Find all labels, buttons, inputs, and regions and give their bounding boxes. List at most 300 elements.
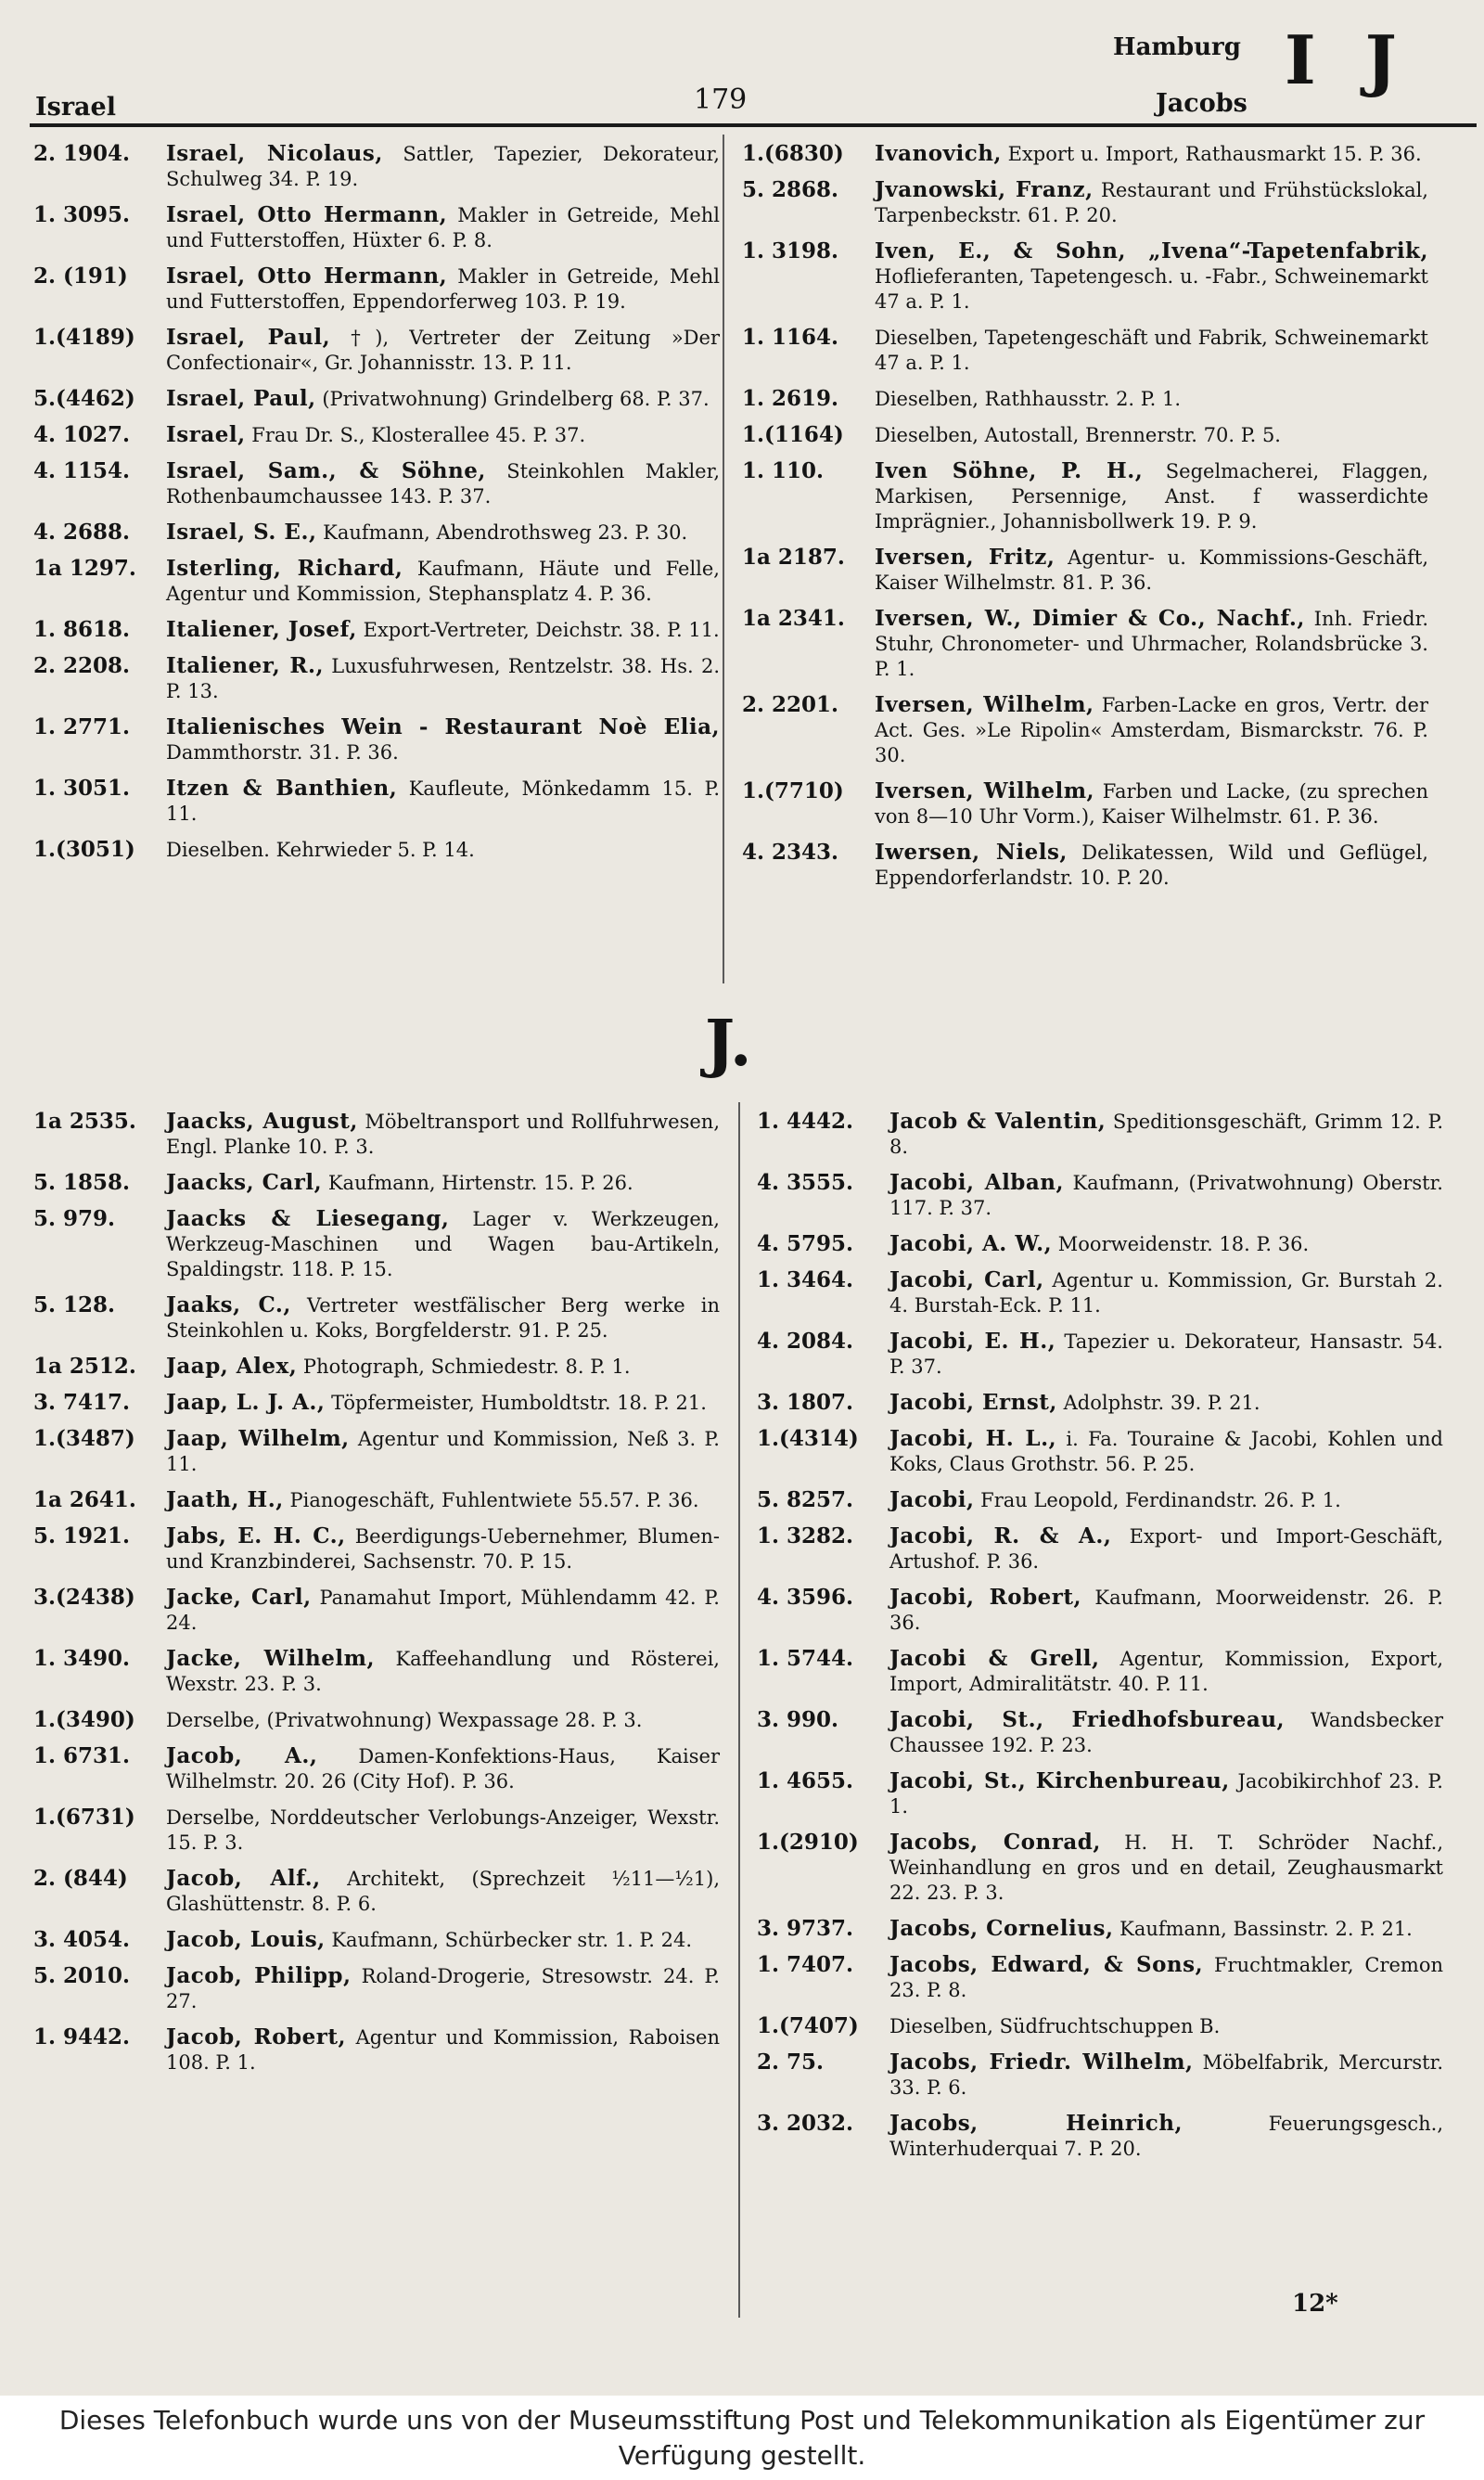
- phone-number: 1. 3095.: [33, 202, 131, 227]
- list-item: [757, 1585, 1443, 1636]
- phone-number: 4. 5795.: [757, 1231, 854, 1256]
- entry-details: Kaufmann, (Privatwohnung) Oberstr. 117. P. 37.: [889, 1172, 1443, 1219]
- subscriber-name: Iversen, Fritz,: [875, 545, 1055, 570]
- column-bottom-right: [757, 1109, 1443, 2172]
- phone-number: 4. 2084.: [757, 1329, 854, 1354]
- entry-text: [875, 840, 1428, 891]
- entry-details: Agentur und Kommission, Raboisen 108. P. 1.: [166, 2026, 720, 2074]
- phone-number: 3. 1807.: [757, 1390, 854, 1415]
- entry-details: Dieselben, Rathhausstr. 2. P. 1.: [875, 388, 1182, 410]
- entry-text: [889, 1329, 1443, 1380]
- subscriber-name: Iversen, Wilhelm,: [875, 692, 1094, 717]
- list-item: [742, 386, 1428, 412]
- phone-number: 1.(1164): [742, 422, 844, 447]
- list-item: [757, 1768, 1443, 1819]
- phone-number: 1. 3198.: [742, 238, 839, 263]
- phone-number: 3. 4054.: [33, 1927, 131, 1952]
- list-item: [33, 1927, 720, 1953]
- entry-details: Adolphstr. 39. P. 21.: [1063, 1392, 1260, 1414]
- phone-number: 1. 3282.: [757, 1523, 854, 1548]
- phone-number: 4. 3555.: [757, 1170, 854, 1195]
- phone-number: 3. 7417.: [33, 1390, 131, 1415]
- list-item: [742, 778, 1428, 829]
- subscriber-name: Jacobs, Friedr. Wilhelm,: [889, 2050, 1194, 2075]
- entry-text: [889, 1585, 1443, 1636]
- entry-text: [889, 1487, 1443, 1513]
- phone-number: 1. 4442.: [757, 1109, 854, 1134]
- phone-number: 2. (844): [33, 1866, 128, 1891]
- list-item: [33, 1426, 720, 1477]
- entry-text: [166, 776, 720, 827]
- list-item: [33, 1866, 720, 1917]
- entry-details: Farben-Lacke en gros, Vertr. der Act. Ges. »Le Ripolin« Amsterdam, Bismarckstr. 76. P. 30.: [875, 694, 1429, 766]
- archive-footer: [0, 2396, 1484, 2480]
- phone-number: 1.(3490): [33, 1707, 135, 1732]
- list-item: [742, 422, 1428, 448]
- subscriber-name: Israel, Paul,: [166, 325, 331, 350]
- phone-number: 3.(2438): [33, 1585, 135, 1610]
- list-item: [757, 1426, 1443, 1477]
- list-item: [33, 776, 720, 827]
- phone-number: 5. 2010.: [33, 1963, 131, 1988]
- phone-number: 1a 2341.: [742, 606, 845, 631]
- entry-details: Steinkohlen Makler, Rothenbaumchaussee 143. P. 37.: [166, 460, 720, 508]
- subscriber-name: Jaaks, C.,: [166, 1292, 291, 1317]
- entry-text: [875, 545, 1428, 596]
- entry-text: [166, 1805, 720, 1856]
- entry-text: [889, 1952, 1443, 2003]
- subscriber-name: Jaacks & Liesegang,: [166, 1206, 450, 1231]
- entry-details: Feuerungsgesch., Winterhuderquai 7. P. 20.: [889, 2113, 1443, 2160]
- entry-text: [166, 325, 720, 376]
- list-item: [33, 263, 720, 315]
- list-item: [757, 1231, 1443, 1257]
- entry-text: [889, 1707, 1443, 1758]
- list-item: [742, 177, 1428, 228]
- entry-details: Luxusfuhrwesen, Rentzelstr. 38. Hs. 2. P. 13.: [166, 655, 720, 702]
- entry-text: [889, 2050, 1443, 2101]
- subscriber-name: Jacob, Louis,: [166, 1927, 326, 1952]
- entry-details: Beerdigungs-Uebernehmer, Blumen- und Kranzbinderei, Sachsenstr. 70. P. 15.: [166, 1525, 720, 1573]
- phone-number: 5. 128.: [33, 1292, 116, 1317]
- phone-number: 5. 979.: [33, 1206, 116, 1231]
- entry-text: [889, 1231, 1443, 1257]
- list-item: [33, 386, 720, 412]
- phone-number: 1a 2535.: [33, 1109, 136, 1134]
- phone-number: 1. 2771.: [33, 714, 131, 739]
- entry-details: Möbelfabrik, Mercurstr. 33. P. 6.: [889, 2051, 1443, 2099]
- phone-number: 1.(7710): [742, 778, 844, 803]
- list-item: [33, 1354, 720, 1380]
- entry-details: i. Fa. Touraine & Jacobi, Kohlen und Koks, Claus Grothstr. 56. P. 25.: [889, 1428, 1443, 1475]
- phone-number: 1.(4189): [33, 325, 135, 350]
- entry-text: [166, 1523, 720, 1574]
- phone-number: 1a 2512.: [33, 1354, 136, 1379]
- entry-text: [889, 2111, 1443, 2162]
- list-item: [757, 2111, 1443, 2162]
- entry-details: Lager v. Werkzeugen, Werkzeug-Maschinen und Wagen bau-Artikeln, Spaldingstr. 118. P. 15.: [166, 1208, 720, 1280]
- subscriber-name: Jacobi, E. H.,: [889, 1329, 1056, 1354]
- list-item: [742, 458, 1428, 534]
- list-item: [757, 1646, 1443, 1697]
- subscriber-name: Jacobi, R. & A.,: [889, 1523, 1112, 1548]
- phone-number: 4. 2343.: [742, 840, 839, 865]
- entry-text: [166, 202, 720, 253]
- entry-details: Frau Leopold, Ferdinandstr. 26. P. 1.: [980, 1489, 1341, 1511]
- entry-details: Agentur- u. Kommissions-Geschäft, Kaiser Wilhelmstr. 81. P. 36.: [875, 546, 1428, 594]
- list-item: [33, 1292, 720, 1343]
- list-item: [33, 617, 720, 643]
- list-item: [757, 1952, 1443, 2003]
- phone-number: 4. 3596.: [757, 1585, 854, 1610]
- entry-text: [166, 617, 720, 643]
- subscriber-name: Jacobs, Conrad,: [889, 1830, 1101, 1855]
- subscriber-name: Jaap, L. J. A.,: [166, 1390, 326, 1415]
- list-item: [757, 1390, 1443, 1416]
- entry-details: Farben und Lacke, (zu sprechen von 8—10 Uhr Vorm.), Kaiser Wilhelmstr. 61. P. 36.: [875, 780, 1428, 828]
- phone-number: 1. 8618.: [33, 617, 131, 642]
- subscriber-name: Jacob & Valentin,: [889, 1109, 1107, 1134]
- subscriber-name: Jacobi, Alban,: [889, 1170, 1065, 1195]
- section-letter: J.: [705, 1007, 752, 1081]
- entry-details: Tapezier u. Dekorateur, Hansastr. 54. P. 37.: [889, 1330, 1443, 1378]
- entry-text: [889, 1426, 1443, 1477]
- subscriber-name: Isterling, Richard,: [166, 556, 403, 581]
- phone-number: 2. 1904.: [33, 141, 131, 166]
- column-divider: [738, 1102, 740, 2318]
- phone-number: 1. 2619.: [742, 386, 839, 411]
- phone-number: 1. 3490.: [33, 1646, 131, 1671]
- entry-text: [875, 458, 1428, 534]
- entry-text: [166, 1354, 720, 1380]
- entry-details: Möbeltransport und Rollfuhrwesen, Engl. Planke 10. P. 3.: [166, 1111, 721, 1158]
- entry-details: Inh. Friedr. Stuhr, Chronometer- und Uhrmacher, Rolandsbrücke 3. P. 1.: [875, 608, 1428, 680]
- phone-number: 1.(4314): [757, 1426, 859, 1451]
- subscriber-name: Jacobi, St., Kirchenbureau,: [889, 1768, 1230, 1793]
- entry-text: [166, 714, 720, 765]
- entry-text: [166, 1646, 720, 1697]
- entry-details: Wandsbecker Chaussee 192. P. 23.: [889, 1709, 1443, 1756]
- subscriber-name: Jacob, Philipp,: [166, 1963, 352, 1988]
- entry-text: [875, 238, 1428, 315]
- entry-details: Derselbe, (Privatwohnung) Wexpassage 28. P. 3.: [166, 1709, 643, 1731]
- entry-details: Kaufmann, Bassinstr. 2. P. 21.: [1119, 1918, 1413, 1940]
- subscriber-name: Jacobi, St., Friedhofsbureau,: [889, 1707, 1286, 1732]
- phone-number: 2. 75.: [757, 2050, 825, 2075]
- phone-number: 1.(2910): [757, 1830, 859, 1855]
- list-item: [742, 840, 1428, 891]
- subscriber-name: Jacob, Robert,: [166, 2024, 347, 2050]
- list-item: [742, 141, 1428, 167]
- entry-text: [875, 778, 1428, 829]
- entry-text: [166, 653, 720, 704]
- entry-details: Derselbe, Norddeutscher Verlobungs-Anzeiger, Wexstr. 15. P. 3.: [166, 1806, 720, 1854]
- phone-number: 5.(4462): [33, 386, 135, 411]
- entry-details: Restaurant und Frühstückslokal, Tarpenbeckstr. 61. P. 20.: [875, 179, 1428, 226]
- phone-number: 1. 9442.: [33, 2024, 131, 2050]
- subscriber-name: Jaacks, August,: [166, 1109, 358, 1134]
- subscriber-name: Jacobi,: [889, 1487, 975, 1512]
- phone-number: 4. 1027.: [33, 422, 131, 447]
- entry-details: Sattler, Tapezier, Dekorateur, Schulweg 34. P. 19.: [166, 143, 720, 190]
- entry-text: [889, 1768, 1443, 1819]
- subscriber-name: Jabs, E. H. C.,: [166, 1523, 346, 1548]
- entry-text: [166, 1743, 720, 1794]
- page-footer-mark: 12*: [1292, 2290, 1338, 2318]
- subscriber-name: Jacobs, Heinrich,: [889, 2111, 1183, 2136]
- list-item: [757, 2013, 1443, 2039]
- entry-text: [875, 606, 1428, 682]
- phone-number: 1. 5744.: [757, 1646, 854, 1671]
- list-item: [757, 2050, 1443, 2101]
- phone-number: 2. 2201.: [742, 692, 839, 717]
- phone-number: 1a 2187.: [742, 545, 845, 570]
- list-item: [33, 1206, 720, 1282]
- subscriber-name: Italienisches Wein - Restaurant Noè Elia,: [166, 714, 720, 739]
- entry-text: [166, 1963, 720, 2014]
- header-letters: I J: [1285, 20, 1410, 99]
- subscriber-name: Ivanovich,: [875, 141, 1002, 166]
- entry-details: †), Vertreter der Zeitung »Der Confectionair«, Gr. Johannisstr. 13. P. 11.: [166, 327, 720, 374]
- subscriber-name: Israel, Otto Hermann,: [166, 263, 448, 289]
- phone-number: 4. 2688.: [33, 520, 131, 545]
- phone-number: 5. 2868.: [742, 177, 839, 202]
- entry-text: [166, 1866, 720, 1917]
- entry-details: Photograph, Schmiedestr. 8. P. 1.: [302, 1356, 631, 1378]
- phone-number: 1. 7407.: [757, 1952, 854, 1977]
- list-item: [33, 141, 720, 192]
- entry-details: Architekt, (Sprechzeit ½11—½1), Glashüttenstr. 8. P. 6.: [166, 1868, 720, 1915]
- subscriber-name: Israel, Nicolaus,: [166, 141, 383, 166]
- entry-details: (Privatwohnung) Grindelberg 68. P. 37.: [322, 388, 710, 410]
- entry-text: [875, 177, 1428, 228]
- phone-number: 4. 1154.: [33, 458, 131, 483]
- entry-details: Kaufmann, Hirtenstr. 15. P. 26.: [327, 1172, 633, 1194]
- phone-number: 3. 2032.: [757, 2111, 854, 2136]
- list-item: [33, 1707, 720, 1733]
- entry-text: [166, 520, 720, 546]
- entry-text: [166, 422, 720, 448]
- entry-details: Segelmacherei, Flaggen, Markisen, Persennige, Anst. f wasserdichte Imprägnier., Johannisbollwerk 19. P. 9.: [875, 460, 1429, 533]
- list-item: [33, 325, 720, 376]
- footer-text: Dieses Telefonbuch wurde uns von der Museumsstiftung Post und Telekommunikation als Eigentümer zur Verfügung gestellt.: [58, 2405, 1426, 2471]
- entry-details: Roland-Drogerie, Stresowstr. 24. P. 27.: [166, 1965, 720, 2012]
- subscriber-name: Jaap, Alex,: [166, 1354, 298, 1379]
- entry-text: [166, 1585, 720, 1636]
- phone-number: 1. 1164.: [742, 325, 839, 350]
- subscriber-name: Jacobi, Robert,: [889, 1585, 1082, 1610]
- entry-details: H. H. T. Schröder Nachf., Weinhandlung en gros und en detail, Zeughausmarkt 22. 23. P. 3.: [889, 1831, 1444, 1904]
- subscriber-name: Israel, Otto Hermann,: [166, 202, 448, 227]
- list-item: [33, 1805, 720, 1856]
- subscriber-name: Iven, E., & Sohn, „Ivena“-Tapetenfabrik,: [875, 238, 1428, 263]
- subscriber-name: Israel, Paul,: [166, 386, 316, 411]
- entry-details: Kaufmann, Schürbecker str. 1. P. 24.: [331, 1929, 693, 1951]
- entry-details: Kaufmann, Abendrothsweg 23. P. 30.: [323, 521, 688, 544]
- entry-text: [166, 1707, 720, 1733]
- entry-details: Dieselben, Südfruchtschuppen B.: [889, 2015, 1221, 2037]
- list-item: [33, 2024, 720, 2075]
- subscriber-name: Jaap, Wilhelm,: [166, 1426, 350, 1451]
- list-item: [33, 1963, 720, 2014]
- entry-details: Hoflieferanten, Tapetengesch. u. -Fabr., Schweinemarkt 47 a. P. 1.: [875, 265, 1428, 313]
- entry-text: [889, 1523, 1443, 1574]
- entry-details: Export u. Import, Rathausmarkt 15. P. 36.: [1007, 143, 1422, 165]
- header-rule: [30, 123, 1477, 127]
- subscriber-name: Jacob, Alf.,: [166, 1866, 321, 1891]
- entry-details: Makler in Getreide, Mehl und Futterstoffen, Eppendorferweg 103. P. 19.: [166, 265, 720, 313]
- entry-details: Töpfermeister, Humboldtstr. 18. P. 21.: [331, 1392, 707, 1414]
- entry-details: Agentur und Kommission, Neß 3. P. 11.: [166, 1428, 720, 1475]
- entry-text: [889, 1267, 1443, 1318]
- entry-text: [875, 325, 1428, 376]
- list-item: [33, 837, 720, 863]
- list-item: [742, 545, 1428, 596]
- list-item: [33, 458, 720, 509]
- list-item: [33, 1523, 720, 1574]
- subscriber-name: Jacobi, A. W.,: [889, 1231, 1053, 1256]
- entry-details: Panamahut Import, Mühlendamm 42. P. 24.: [166, 1587, 720, 1634]
- entry-details: Kaufleute, Mönkedamm 15. P. 11.: [166, 777, 720, 825]
- phone-number: 1a 1297.: [33, 556, 136, 581]
- column-bottom-left: [33, 1109, 720, 2086]
- phone-number: 1.(7407): [757, 2013, 859, 2038]
- phone-number: 1. 3464.: [757, 1267, 854, 1292]
- phone-number: 3. 990.: [757, 1707, 839, 1732]
- entry-details: Kaufmann, Häute und Felle, Agentur und Kommission, Stephansplatz 4. P. 36.: [166, 558, 720, 605]
- list-item: [33, 556, 720, 607]
- list-item: [33, 1646, 720, 1697]
- entry-details: Dieselben, Tapetengeschäft und Fabrik, Schweinemarkt 47 a. P. 1.: [875, 327, 1428, 374]
- list-item: [33, 1585, 720, 1636]
- entry-details: Export- und Import-Geschäft, Artushof. P. 36.: [889, 1525, 1443, 1573]
- subscriber-name: Iven Söhne, P. H.,: [875, 458, 1144, 483]
- list-item: [757, 1916, 1443, 1942]
- list-item: [33, 653, 720, 704]
- list-item: [757, 1329, 1443, 1380]
- entry-details: Moorweidenstr. 18. P. 36.: [1057, 1233, 1310, 1255]
- phone-number: 1.(6830): [742, 141, 844, 166]
- phone-number: 1.(3487): [33, 1426, 135, 1451]
- phone-number: 1.(6731): [33, 1805, 135, 1830]
- entry-text: [166, 837, 720, 863]
- phone-number: 2. 2208.: [33, 653, 131, 678]
- list-item: [33, 520, 720, 546]
- entry-text: [166, 556, 720, 607]
- subscriber-name: Iversen, W., Dimier & Co., Nachf.,: [875, 606, 1305, 631]
- entry-text: [166, 263, 720, 315]
- entry-details: Export-Vertreter, Deichstr. 38. P. 11.: [363, 619, 720, 641]
- column-divider: [723, 135, 724, 983]
- page-number: 179: [694, 84, 748, 116]
- subscriber-name: Jacobi & Grell,: [889, 1646, 1100, 1671]
- entry-text: [166, 1927, 720, 1953]
- entry-text: [166, 1390, 720, 1416]
- list-item: [33, 1109, 720, 1160]
- entry-text: [889, 2013, 1443, 2039]
- subscriber-name: Jacobi, H. L.,: [889, 1426, 1057, 1451]
- entry-details: Pianogeschäft, Fuhlentwiete 55.57. P. 36.: [289, 1489, 699, 1511]
- subscriber-name: Jaacks, Carl,: [166, 1170, 323, 1195]
- subscriber-name: Israel,: [166, 422, 246, 447]
- column-top-right: [742, 141, 1428, 901]
- list-item: [757, 1707, 1443, 1758]
- list-item: [742, 692, 1428, 768]
- entry-details: Kaffeehandlung und Rösterei, Wexstr. 23. P. 3.: [166, 1648, 720, 1695]
- entry-details: Dieselben, Autostall, Brennerstr. 70. P. 5.: [875, 424, 1281, 446]
- phone-number: 1. 110.: [742, 458, 825, 483]
- subscriber-name: Jvanowski, Franz,: [875, 177, 1094, 202]
- entry-details: Jacobikirchhof 23. P. 1.: [889, 1770, 1443, 1818]
- entry-text: [889, 1830, 1443, 1906]
- phone-number: 1. 4655.: [757, 1768, 854, 1793]
- entry-text: [889, 1109, 1443, 1160]
- entry-text: [875, 692, 1428, 768]
- subscriber-name: Iwersen, Niels,: [875, 840, 1068, 865]
- entry-text: [166, 1487, 720, 1513]
- phone-number: 5. 1858.: [33, 1170, 131, 1195]
- subscriber-name: Jacke, Carl,: [166, 1585, 312, 1610]
- entry-details: Frau Dr. S., Klosterallee 45. P. 37.: [251, 424, 586, 446]
- entry-details: Kaufmann, Moorweidenstr. 26. P. 36.: [889, 1587, 1443, 1634]
- entry-text: [875, 141, 1428, 167]
- list-item: [757, 1109, 1443, 1160]
- entry-details: Damen-Konfektions-Haus, Kaiser Wilhelmstr. 20. 26 (City Hof). P. 36.: [166, 1745, 720, 1793]
- phone-number: 1. 3051.: [33, 776, 131, 801]
- subscriber-name: Itzen & Banthien,: [166, 776, 398, 801]
- header-city: Hamburg: [1113, 33, 1241, 61]
- list-item: [742, 606, 1428, 682]
- list-item: [33, 1487, 720, 1513]
- entry-details: Fruchtmakler, Cremon 23. P. 8.: [889, 1954, 1444, 2001]
- entry-text: [889, 1916, 1443, 1942]
- entry-text: [889, 1646, 1443, 1697]
- subscriber-name: Jacobi, Ernst,: [889, 1390, 1057, 1415]
- phone-number: 1a 2641.: [33, 1487, 136, 1512]
- entry-text: [166, 1170, 720, 1196]
- subscriber-name: Israel, S. E.,: [166, 520, 317, 545]
- list-item: [757, 1523, 1443, 1574]
- entry-details: Agentur, Kommission, Export, Import, Admiralitätstr. 40. P. 11.: [889, 1648, 1444, 1695]
- phone-number: 3. 9737.: [757, 1916, 854, 1941]
- list-item: [757, 1487, 1443, 1513]
- list-item: [33, 202, 720, 253]
- entry-text: [166, 141, 720, 192]
- entry-text: [166, 1292, 720, 1343]
- list-item: [33, 1170, 720, 1196]
- entry-text: [166, 386, 720, 412]
- entry-details: Makler in Getreide, Mehl und Futterstoffen, Hüxter 6. P. 8.: [166, 204, 720, 251]
- entry-text: [875, 386, 1428, 412]
- list-item: [33, 1390, 720, 1416]
- phone-number: 1. 6731.: [33, 1743, 131, 1768]
- entry-text: [166, 1426, 720, 1477]
- subscriber-name: Jacke, Wilhelm,: [166, 1646, 375, 1671]
- header-left-keyword: Israel: [35, 93, 116, 122]
- entry-text: [166, 1206, 720, 1282]
- subscriber-name: Jacobs, Cornelius,: [889, 1916, 1114, 1941]
- entry-text: [166, 2024, 720, 2075]
- subscriber-name: Italiener, Josef,: [166, 617, 357, 642]
- list-item: [742, 238, 1428, 315]
- phone-number: 5. 8257.: [757, 1487, 854, 1512]
- list-item: [742, 325, 1428, 376]
- subscriber-name: Jacobi, Carl,: [889, 1267, 1044, 1292]
- list-item: [33, 714, 720, 765]
- list-item: [757, 1830, 1443, 1906]
- phone-number: 2. (191): [33, 263, 128, 289]
- entry-text: [875, 422, 1428, 448]
